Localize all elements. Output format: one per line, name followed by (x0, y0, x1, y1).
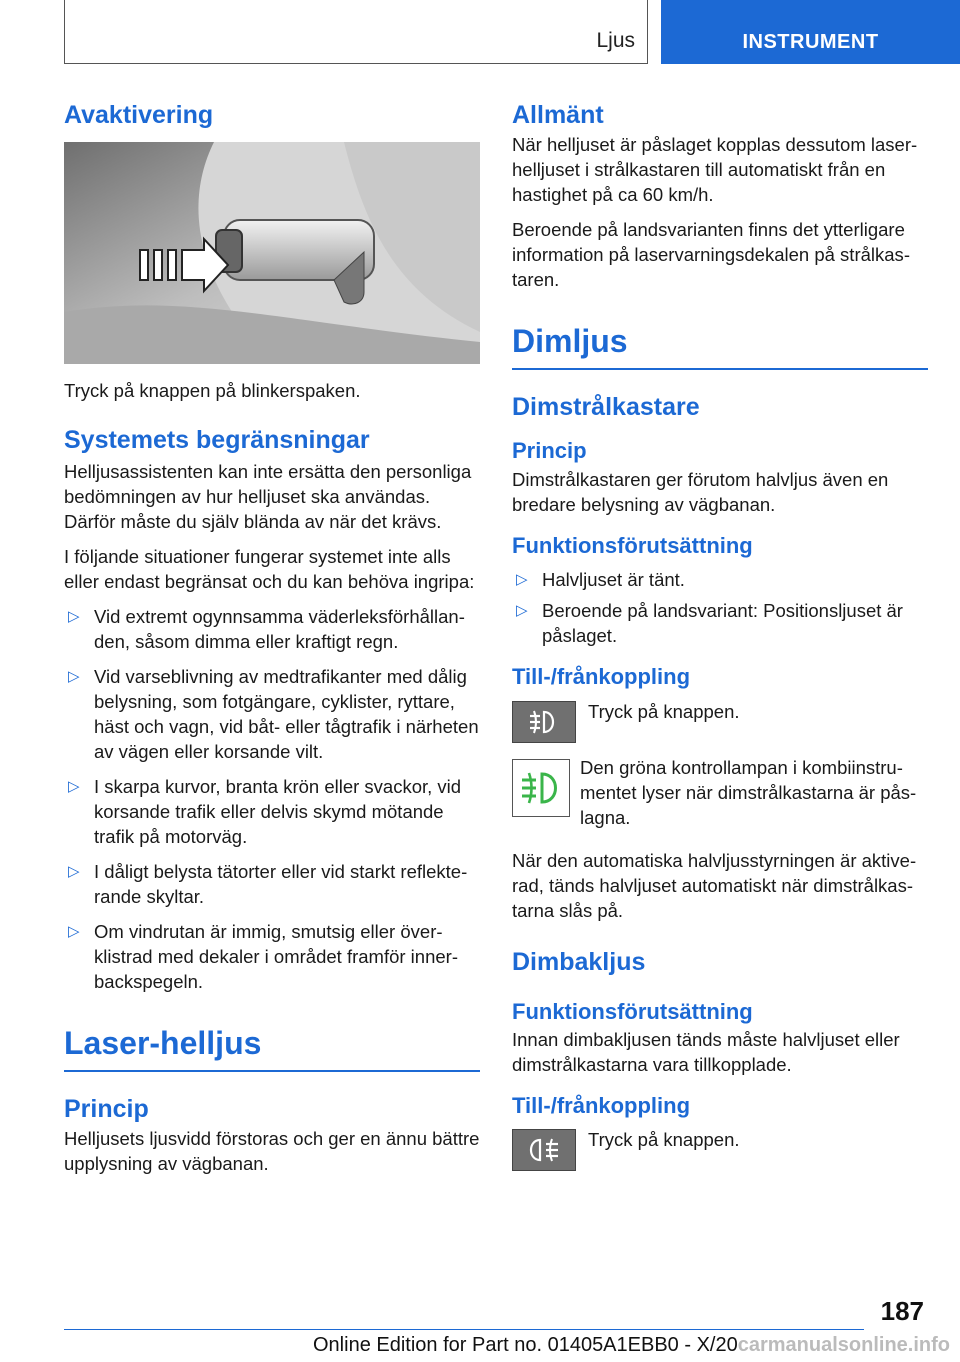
triangle-bullet-icon: ▷ (68, 668, 80, 685)
heading-on-off: Till-/frånkoppling (512, 664, 691, 690)
green-indicator-text: Den gröna kontrollampan i kombiinstrumentet lyser när dimstrålkastarna är påslagna. (580, 756, 917, 828)
front-fog-button-icon (512, 701, 576, 743)
watermark-text: carmanualsonline.info (737, 1334, 950, 1356)
general-paragraph-1: När helljuset är påslaget kopplas dessutom laserhelljuset i strålkastaren till automatiskt från en hastighet på ca 60 km/h. (512, 134, 918, 205)
press-button-text: Tryck på knappen. (588, 700, 740, 722)
left-column (64, 100, 480, 1176)
heading-laser-high-beam: Laser-helljus (64, 1024, 480, 1072)
heading-requirements-rear: Funktionsförutsättning (512, 998, 753, 1024)
rear-fog-button-row (512, 1129, 928, 1171)
green-fog-indicator-icon (512, 759, 570, 817)
header-box (64, 0, 648, 64)
caption-press-button: Tryck på knappen på blinkerspaken. (64, 380, 361, 401)
green-indicator-row (512, 756, 928, 830)
principle-fog-paragraph: Dimstrålkastaren ger förutom halvljus även en bredare belysning av vägbanan. (512, 468, 889, 515)
heading-on-off-rear: Till-/frånkoppling (512, 1092, 691, 1118)
page-number: 187 (880, 1296, 924, 1326)
triangle-bullet-icon: ▷ (68, 608, 80, 625)
heading-general: Allmänt (512, 101, 604, 129)
edition-text: Online Edition for Part no. 01405A1EBB0 - X/20 (313, 1334, 738, 1356)
heading-front-fog-lights: Dimstrålkastare (512, 393, 700, 422)
heading-rear-fog: Dimbakljus (512, 947, 646, 976)
principle-laser-paragraph: Helljusets ljusvidd förstoras och ger en ännu bättre upplysning av vägbanan. (64, 1128, 480, 1175)
limits-paragraph-1: Helljusassistenten kan inte ersätta den personliga bedömningen av hur helljuset ska användas. Därför måste du själv blända av när det krävs. (64, 461, 472, 532)
limits-paragraph-2: I följande situationer fungerar systemet inte alls eller endast begränsat och du kan behöva ingripa: (64, 546, 475, 592)
front-fog-button-row (512, 701, 928, 743)
footer-edition (313, 1334, 950, 1357)
right-column (512, 100, 928, 1171)
heading-fog-lights: Dimljus (512, 322, 928, 370)
requirements-list (512, 567, 928, 648)
heading-deactivation: Avaktivering (64, 101, 214, 129)
heading-requirements: Funktionsförutsättning (512, 532, 753, 558)
heading-principle-laser: Princip (64, 1095, 149, 1124)
auto-low-beam-paragraph: När den automatiska halvljusstyrningen är aktiverad, tänds halvljuset automatiskt när dimstrålkastarna slås på. (512, 849, 917, 921)
list-item: ▷ Halvljuset är tänt. (516, 569, 685, 591)
general-paragraph-2: Beroende på landsvarianten finns det ytterligare information på laservarningsdekalen på strålkastaren. (512, 219, 910, 290)
list-item: ▷ Om vindrutan är immig, smutsig eller överklistrad med dekaler i området framför innerbackspegeln. (68, 921, 458, 992)
list-item: ▷ Vid extremt ogynnsamma väderleksförhållanden, såsom dimma eller kraftigt regn. (68, 606, 465, 652)
header-chapter-tab[interactable]: INSTRUMENT (661, 0, 960, 64)
triangle-bullet-icon: ▷ (516, 602, 528, 620)
heading-principle-fog: Princip (512, 438, 587, 464)
triangle-bullet-icon: ▷ (68, 923, 80, 940)
footer-divider (64, 1329, 864, 1330)
turn-signal-stalk-photo (64, 142, 480, 364)
heading-system-limits: Systemets begränsningar (64, 426, 370, 454)
triangle-bullet-icon: ▷ (68, 778, 80, 795)
list-item: ▷ I skarpa kurvor, branta krön eller svackor, vid korsande trafik eller delvis skymd mötande trafik på motorväg. (68, 776, 462, 847)
limits-list (64, 604, 480, 994)
header-section: Ljus (596, 29, 635, 52)
list-item: ▷ Beroende på landsvariant: Positionsljuset är påslaget. (516, 600, 903, 647)
rear-fog-button-icon (512, 1129, 576, 1171)
triangle-bullet-icon: ▷ (516, 571, 528, 589)
list-item: ▷ I dåligt belysta tätorter eller vid starkt reflekterande skyltar. (68, 861, 468, 907)
triangle-bullet-icon: ▷ (68, 863, 80, 880)
requirements-rear-paragraph: Innan dimbakljusen tänds måste halvljuset eller dimstrålkastarna vara tillkopplade. (512, 1028, 900, 1075)
list-item: ▷ Vid varseblivning av medtrafikanter med dålig belysning, som fotgängare, cyklister, ryttare, häst och vagn, vid båt- eller tågtrafik i närheten av vägen eller korsande vilt. (68, 666, 479, 762)
press-button-text-rear: Tryck på knappen. (588, 1129, 740, 1151)
